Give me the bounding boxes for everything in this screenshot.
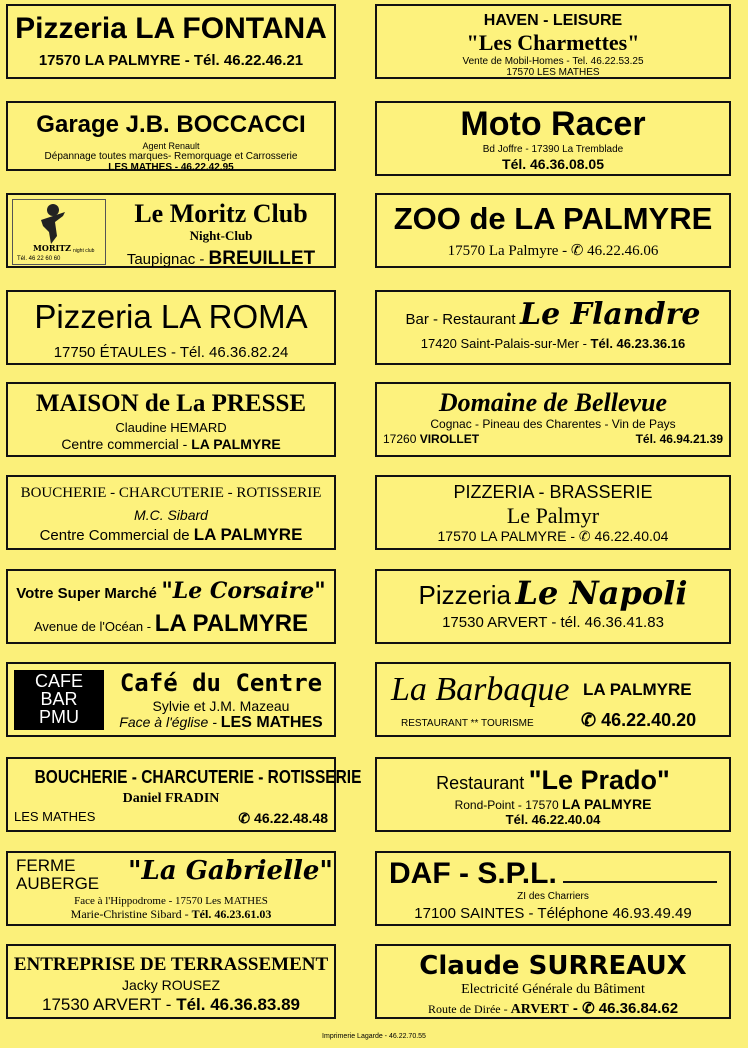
ad-line: 17570 LA PALMYRE - ✆ 46.22.40.04	[437, 527, 669, 544]
line-prefix: Route de Dirée -	[427, 1001, 511, 1016]
ad-prefix: Pizzeria	[418, 580, 511, 610]
line-prefix: Rond-Point - 17570	[454, 798, 562, 813]
line-prefix: Marie-Christine Sibard -	[70, 906, 192, 921]
line-bold: LES MATHES	[220, 713, 323, 731]
ad-prefix: Restaurant	[436, 773, 525, 793]
ad-le-moritz-club	[6, 193, 336, 268]
ad-title: Garage J.B. BOCCACCI	[36, 111, 306, 138]
badge-line: PMU	[39, 707, 79, 727]
ad-title: HAVEN - LEISURE	[483, 12, 623, 29]
ad-line: 17530 ARVERT - tél. 46.36.41.83	[442, 613, 664, 631]
ad-prefix: Votre Super Marché	[16, 585, 157, 602]
ad-title: Le Flandre	[520, 297, 701, 332]
ad-line: Dépannage toutes marques- Remorquage et Carrosserie	[44, 150, 298, 162]
ad-location	[108, 248, 334, 270]
line-prefix: Face à l'église -	[119, 713, 221, 730]
ad-claude-surreaux	[375, 944, 731, 1019]
ad-le-palmyr	[375, 475, 731, 550]
ad-moto-racer	[375, 101, 731, 176]
loc-name: BREUILLET	[208, 247, 316, 269]
ad-line: Vente de Mobil-Homes - Tel. 46.22.53.25	[462, 55, 644, 67]
ad-boucherie-sibard	[6, 475, 336, 550]
badge-line: BAR	[40, 689, 78, 709]
ad-title: Café du Centre	[119, 669, 323, 697]
line-prefix: Centre Commercial de	[39, 527, 194, 545]
ad-title: BOUCHERIE - CHARCUTERIE - ROTISSERIE	[20, 485, 322, 501]
ad-subtitle: Le Palmyr	[506, 502, 600, 528]
line-prefix: Centre commercial -	[61, 435, 192, 452]
line-bold: LA PALMYRE	[193, 525, 303, 545]
ad-rule	[563, 881, 717, 883]
ad-line: 17570 LES MATHES	[506, 67, 600, 79]
ad-line	[377, 796, 729, 813]
ad-title: Le Napoli	[515, 574, 688, 612]
ad-haven-leisure	[375, 4, 731, 79]
ad-line: Claudine HEMARD	[115, 419, 227, 435]
ad-line	[8, 436, 334, 452]
line-phone: - ✆ 46.36.84.62	[568, 999, 679, 1017]
ad-location: LES MATHES	[14, 809, 96, 825]
ad-headline	[377, 575, 729, 612]
ad-domaine-de-bellevue	[375, 382, 731, 457]
loc-bold: VIROLLET	[419, 431, 480, 446]
loc-prefix: Taupignac -	[126, 250, 209, 268]
ad-line	[8, 908, 334, 922]
ad-headline	[377, 765, 729, 796]
ad-phone: ✆ 46.22.48.48	[238, 810, 328, 827]
ad-line	[8, 525, 334, 545]
loc-prefix: 17260	[383, 431, 420, 446]
ad-title: Claude SURREAUX	[419, 951, 687, 981]
ad-line: Electricité Générale du Bâtiment	[461, 981, 645, 997]
ad-line	[377, 337, 729, 352]
ad-address: 17570 LA PALMYRE - Tél. 46.22.46.21	[38, 51, 304, 69]
ad-line: Jacky ROUSEZ	[121, 976, 220, 993]
ad-contact-row	[377, 433, 729, 447]
ad-line: 17570 La Palmyre - ✆ 46.22.46.06	[447, 242, 659, 259]
ad-location	[383, 433, 479, 447]
ad-phone: ✆ 46.22.40.20	[581, 710, 697, 730]
ad-daf-spl	[375, 851, 731, 926]
ad-prefix: Bar - Restaurant	[405, 311, 516, 328]
line-bold: Tél. 46.36.83.89	[176, 994, 301, 1014]
ad-line	[108, 714, 334, 732]
ad-phone: Tél. 46.94.21.39	[635, 431, 723, 446]
ad-contact-row	[8, 810, 334, 826]
ad-headline	[8, 579, 334, 604]
ad-line: Bd Joffre - 17390 La Tremblade	[482, 144, 624, 156]
ad-title: ZOO de LA PALMYRE	[393, 201, 713, 236]
ad-prefix: FERME	[16, 856, 76, 875]
ad-line: ZI des Charriers	[517, 891, 589, 902]
ad-line: Tél. 46.36.08.05	[502, 155, 604, 172]
ad-le-flandre	[375, 290, 731, 365]
ad-line: Sylvie et J.M. Mazeau	[152, 697, 290, 714]
ad-line: Daniel FRADIN	[122, 791, 220, 807]
ad-le-prado	[375, 757, 731, 832]
ad-boucherie-fradin	[6, 757, 362, 832]
ad-title: Domaine de Bellevue	[438, 388, 668, 417]
ad-la-gabrielle	[6, 851, 336, 926]
logo-text: MORITZ	[33, 243, 72, 253]
ad-title: Le Moritz Club	[134, 199, 308, 228]
ad-zoo-la-palmyre	[375, 193, 731, 268]
ad-title: "Le Corsaire"	[161, 578, 326, 604]
ad-title: "La Gabrielle"	[128, 856, 333, 886]
dancer-icon	[33, 202, 73, 246]
cafe-bar-pmu-badge	[14, 670, 104, 730]
ad-cafe-du-centre	[6, 662, 336, 737]
ad-line: LES MATHES - 46.22.42.95	[108, 162, 234, 174]
ad-subtitle: Night-Club	[189, 227, 253, 243]
addr-prefix: Avenue de l'Océan -	[33, 619, 155, 635]
ad-garage-boccacci	[6, 101, 336, 174]
line-bold: Tél. 46.23.61.03	[191, 906, 272, 921]
addr-bold: LA PALMYRE	[154, 610, 309, 638]
ad-line: M.C. Sibard	[134, 507, 208, 524]
ad-title: PIZZERIA - BRASSERIE	[453, 482, 653, 502]
ad-title: La Barbaque	[391, 671, 570, 708]
line-prefix: 17530 ARVERT -	[41, 994, 177, 1014]
ad-title: Pizzeria LA ROMA	[34, 298, 308, 335]
ad-le-napoli	[375, 569, 731, 644]
ad-address	[8, 610, 334, 638]
ad-line: 17100 SAINTES - Téléphone 46.93.49.49	[414, 905, 692, 922]
line-bold: LA PALMYRE	[561, 796, 652, 813]
ad-title: DAF - S.P.L.	[389, 857, 557, 890]
ad-title: Pizzeria LA FONTANA	[15, 12, 327, 45]
ad-la-barbaque	[375, 662, 731, 737]
ad-title: Moto Racer	[460, 105, 646, 143]
title-text: BOUCHERIE - CHARCUTERIE - ROTISSERIE	[34, 767, 362, 787]
line-bold: ARVERT	[510, 1001, 569, 1017]
ad-title: "Le Prado"	[528, 765, 670, 795]
ad-le-corsaire	[6, 569, 336, 644]
line-bold: LA PALMYRE	[191, 435, 281, 452]
ad-address: 17750 ÉTAULES - Tél. 46.36.82.24	[53, 343, 289, 361]
logo-sub: night club	[73, 248, 95, 254]
line-bold: Tél. 46.23.36.16	[590, 335, 686, 351]
ad-line: RESTAURANT ** TOURISME	[401, 718, 534, 729]
ad-side-label: LA PALMYRE	[583, 680, 692, 699]
ad-line	[8, 995, 334, 1015]
ad-title	[8, 767, 362, 788]
ad-line: Cognac - Pineau des Charentes - Vin de Pays	[430, 416, 676, 431]
ad-pizzeria-la-fontana	[6, 4, 336, 79]
ad-prefix: AUBERGE	[16, 873, 100, 893]
ad-title: MAISON de La PRESSE	[35, 390, 307, 417]
ad-line: Tél. 46.22.40.04	[505, 811, 601, 827]
logo-tel: Tél. 46 22 60 60	[17, 256, 61, 262]
badge-line: CAFE	[34, 671, 83, 691]
ad-line: Agent Renault	[142, 140, 200, 151]
ad-maison-de-la-presse	[6, 382, 336, 457]
ad-line	[377, 1000, 729, 1018]
ad-headline	[377, 298, 729, 333]
moritz-logo	[12, 199, 106, 265]
printer-credit: Imprimerie Lagarde - 46.22.70.55	[322, 1033, 426, 1040]
ad-pizzeria-la-roma	[6, 290, 336, 365]
ad-line: Face à l'Hippodrome - 17570 Les MATHES	[74, 895, 268, 907]
ad-title: ENTREPRISE DE TERRASSEMENT	[13, 954, 329, 975]
ad-entreprise-terrassement	[6, 944, 336, 1019]
line-prefix: 17420 Saint-Palais-sur-Mer -	[420, 335, 591, 351]
ad-subtitle: "Les Charmettes"	[466, 30, 640, 56]
